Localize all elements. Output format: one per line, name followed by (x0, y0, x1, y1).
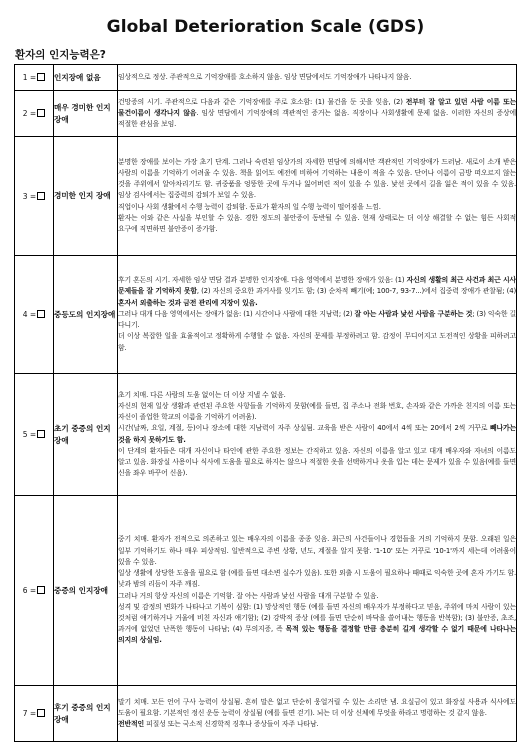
stage-number: 6 = (22, 586, 37, 595)
description-text: 환자는 이와 같은 사실을 부인할 수 있음. 경한 정도의 불안증이 동반될 수 있음. 현재 상태로는 더 이상 해결할 수 없는 힘든 사회적 요구에 직면하면 불안증이 증가함. (118, 213, 516, 233)
stage-number: 5 = (22, 430, 37, 439)
description-text: 그러나 거의 항상 자신의 이름은 기억함. 잘 아는 사람과 낯선 사람을 대개 구분할 수 있음. (118, 591, 379, 600)
stage-description (118, 374, 517, 496)
gds-stage-row (15, 65, 517, 91)
description-paragraph (118, 202, 516, 213)
stage-description (118, 65, 517, 91)
form-title: Global Deterioration Scale (GDS) (106, 17, 425, 37)
description-emphasis: 목적 있는 행동을 결정할 만큼 충분히 길게 생각할 수 없기 때문에 나타나는 의지의 상실임. (118, 625, 516, 645)
stage-label: 중등도의 인지장애 (54, 256, 118, 374)
description-text: 자신의 현재 일상 생활과 관련된 주요한 사항들을 기억하지 못함(예를 들면, 집 주소나 전화 번호, 손자와 같은 가까운 친지의 이름 또는 자신이 졸업한 학교의 이름을 기억하기 어려움). (118, 401, 516, 422)
stage-label: 인지장애 없음 (54, 65, 118, 91)
description-text: 건망증의 시기. 주관적으로 다음과 같은 기억장애를 주로 호소함: (1) 물건을 둔 곳을 잊음, (2) (118, 97, 406, 106)
gds-stage-row (15, 256, 517, 374)
stage-label: 후기 중증의 인지장애 (54, 686, 118, 742)
gds-stage-row (15, 496, 517, 686)
stage-checkbox[interactable] (37, 310, 45, 318)
description-text: ; (3) 익숙한 길 다니기. (118, 309, 516, 330)
stage-number-cell (15, 137, 54, 256)
description-paragraph (118, 331, 516, 353)
stage-number-cell (15, 65, 54, 91)
description-emphasis: 잘 아는 사람과 낯선 사람을 구분하는 것 (354, 309, 473, 318)
description-text: 직업이나 사회 생활에서 수행 능력이 감퇴함. 동료가 환자의 일 수행 능력이 떨어짐을 느낌. (118, 202, 381, 211)
description-text: 말기 치매. 모든 언어 구사 능력이 상실됨. 흔히 말은 없고 단순히 웅얼거릴 수 있는 소리만 냄. 요실금이 있고 화장실 사용과 식사에도 도움이 필요함. 기본적인 정신 운동 능력이 상실됨 (예를 들면 걷기). 뇌는 더 이상 신체에 무엇을 하라고 명령하는 것 같지 않음. (118, 697, 516, 717)
description-text: 시간(날짜, 요일, 계절, 등)이나 장소에 대한 지남력이 자주 상실됨. 교육을 받은 사람이 40에서 4씩 또는 20에서 2씩 거꾸로 (118, 424, 490, 433)
description-text: 더 이상 복잡한 일을 효율적이고 정확하게 수행할 수 없음. 자신의 문제를 부정하려고 함. 감정이 무디어지고 도전적인 상황을 피하려고 함. (118, 332, 516, 352)
description-paragraph (118, 157, 516, 202)
gds-stage-row (15, 374, 517, 496)
description-emphasis: 혼자서 외출하는 것과 금전 관리에 지장이 있음. (118, 298, 258, 307)
description-paragraph (118, 390, 516, 401)
stage-number: 7 = (22, 709, 37, 718)
description-text: . 임상 면담에서 기억장애의 객관적인 증거는 없음. 직장이나 사회생활에 문제 없음. 이러한 자신의 증상에 적절한 관심을 보임. (118, 108, 516, 129)
gds-stage-row (15, 91, 517, 137)
description-paragraph (118, 602, 516, 647)
description-paragraph (118, 97, 516, 131)
description-text: 분명한 장애를 보이는 가장 초기 단계. 그러나 숙련된 임상가의 자세한 면담에 의해서만 객관적인 기억장애가 드러남. 새로이 소개 받은 사람의 이름을 기억하기 어려울 수 있음. 책을 읽어도 예전에 비하여 기억하는 내용이 적을 수 있음. 단어나 이름이 금방 떠오르지 않는 것을 주위에서 알아차리기도 함. 귀중품을 엉뚱한 곳에 두거나 잃어버린 적이 있을 수 있음. 낯선 곳에서 길을 잃은 적이 있을 수 있음. 임상 검사에서는 집중력의 감퇴가 보일 수 있음. (118, 157, 516, 200)
stage-checkbox[interactable] (37, 73, 45, 81)
gds-table (14, 64, 517, 742)
stage-number: 1 = (22, 73, 37, 82)
stage-description (118, 256, 517, 374)
description-paragraph (118, 534, 516, 568)
stage-number-cell (15, 91, 54, 137)
description-text: 일상 생활에 상당한 도움을 필요로 함 (예를 들면 대소변 실수가 있음). 또한 외출 시 도움이 필요하나 때때로 익숙한 곳에 혼자 가기도 함. 낮과 밤의 리듬이 자주 깨짐. (118, 569, 516, 589)
description-text: 초기 치매. 다른 사람의 도움 없이는 더 이상 지낼 수 없음. (118, 390, 286, 399)
stage-number: 2 = (22, 109, 37, 118)
stage-label: 경미한 인지 장애 (54, 137, 118, 256)
stage-checkbox[interactable] (37, 709, 45, 717)
description-text: 임상적으로 정상. 주관적으로 기억장애를 호소하지 않음. 임상 면담에서도 기억장애가 나타나지 않음. (118, 72, 412, 81)
gds-stage-row (15, 686, 517, 742)
stage-label: 초기 중증의 인지장애 (54, 374, 118, 496)
stage-number-cell (15, 256, 54, 374)
description-paragraph (118, 423, 516, 445)
description-paragraph (118, 275, 516, 309)
description-paragraph (118, 697, 516, 719)
gds-table-body (15, 65, 517, 742)
stage-checkbox[interactable] (37, 430, 45, 438)
stage-checkbox[interactable] (37, 586, 45, 594)
stage-description (118, 137, 517, 256)
description-emphasis: 전부터 잘 알고 있던 사람 이름 또는 물건이름이 생각나지 않음 (118, 97, 516, 117)
description-text: 후기 혼돈의 시기. 자세한 임상 면담 결과 분명한 인지장애. 다음 영역에서 분명한 장애가 있음: (1) (118, 276, 407, 285)
description-paragraph (118, 446, 516, 480)
form-question: 환자의 인지능력은? (15, 49, 106, 61)
description-text: 그러나 대개 다음 영역에서는 장애가 없음: (1) 시간이나 사람에 대한 지남력; (2) (118, 309, 355, 318)
description-emphasis: 전반적인 (118, 720, 145, 729)
description-text: 성격 및 감정의 변화가 나타나고 기복이 심함: (1) 망상적인 행동 (예를 들면 자신의 배우자가 부정하다고 믿음, 주위에 마치 사람이 있는 것처럼 얘기하거나 거울에 비친 자신과 얘기함); (2) 강박적 증상 (예를 들면 단순히 바닥을 쓸어내는 행동을 반복함); (3) 불안증, 초조, 과거에 없었던 난폭한 행동이 나타남; (4) 무의지증, 즉 (118, 602, 516, 634)
description-paragraph (118, 309, 516, 331)
description-emphasis: 자신의 생활의 최근 사건과 최근 시사 문제들을 잘 기억하지 못함 (118, 276, 516, 296)
gds-stage-row (15, 137, 517, 256)
stage-label: 매우 경미한 인지 장애 (54, 91, 118, 137)
stage-description (118, 686, 517, 742)
stage-checkbox[interactable] (37, 109, 45, 117)
stage-number-cell (15, 374, 54, 496)
description-paragraph (118, 213, 516, 235)
stage-number: 4 = (22, 310, 37, 319)
description-paragraph (118, 719, 516, 730)
stage-description (118, 91, 517, 137)
stage-label: 중증의 인지장애 (54, 496, 118, 686)
description-text: 중기 치매. 환자가 전적으로 의존하고 있는 배우자의 이름을 종종 잊음. 최근의 사건들이나 경험들을 거의 기억하지 못함. 오래된 일은 일부 기억하기도 하나 매우 피상적임. 일반적으로 주변 상황, 년도, 계절을 알지 못함. '1-10' 또는 거꾸로 '10-1'까지 세는데 어려움이 있을 수 있음. (118, 535, 516, 566)
description-paragraph (118, 568, 516, 590)
stage-number-cell (15, 686, 54, 742)
stage-number: 3 = (22, 191, 37, 201)
description-emphasis: 빼나가는 것을 하지 못하기도 함. (118, 424, 516, 444)
description-paragraph (118, 72, 516, 83)
description-text: , (2) 자신의 중요한 과거사를 잊기도 함; (3) 순차적 빼기(예; 100-7, 93-7...)에서 집중력 장애가 관찰됨; (4) (196, 287, 516, 296)
description-paragraph (118, 591, 516, 602)
stage-checkbox[interactable] (37, 192, 45, 200)
stage-number-cell (15, 496, 54, 686)
stage-description (118, 496, 517, 686)
description-paragraph (118, 401, 516, 423)
description-text: 이 단계의 환자들은 대개 자신이나 타인에 관한 주요한 정보는 간직하고 있음. 자신의 이름을 알고 있고 대개 배우자와 자녀의 이름도 알고 있음. 화장실 사용이나 식사에 도움을 필요로 하지는 않으나 적절한 옷을 선택하거나 옷을 입는 데는 문제가 있을 수 있음(예를 들면 신을 좌우 바꾸어 신음). (118, 446, 516, 478)
description-text: 피질성 또는 국소적 신경학적 징후나 증상들이 자주 나타남. (144, 720, 319, 729)
